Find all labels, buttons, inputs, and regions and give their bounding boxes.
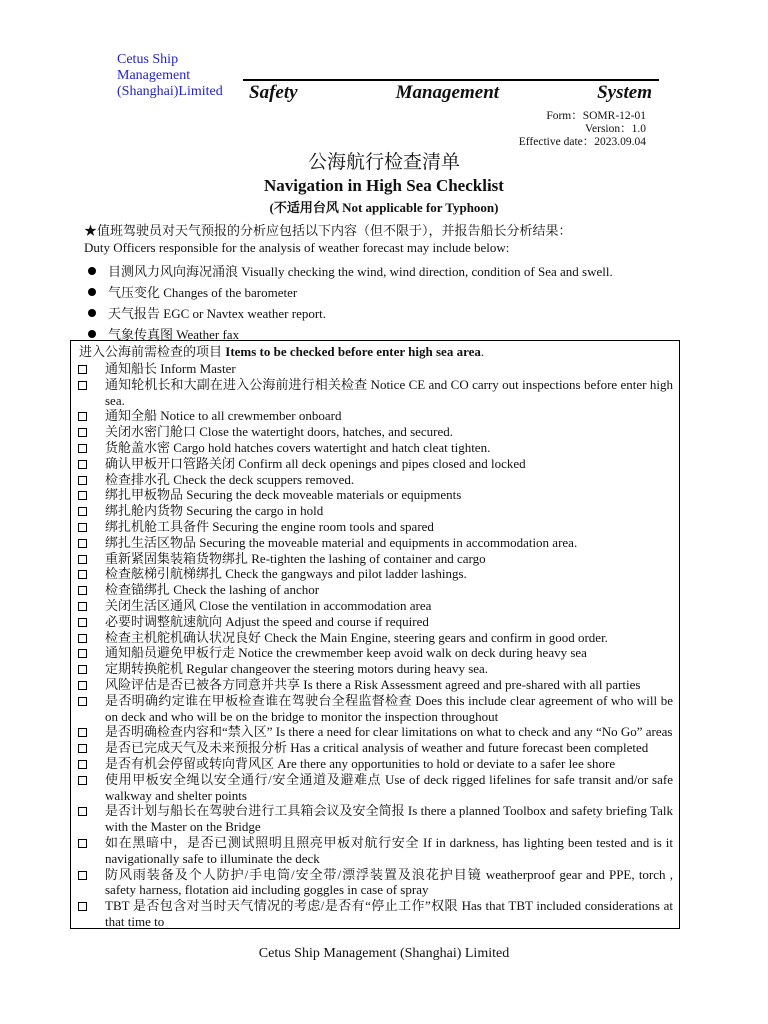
list-item	[84, 302, 613, 323]
checklist-item-text: 是否明确约定谁在甲板检查谁在驾驶台全程监督检查 Does this include clear agreement of who will be on deck and who will be on the bridge to monitor the inspection throughout	[105, 692, 673, 724]
checkbox[interactable]	[78, 634, 87, 643]
checklist-item-text: 重新紧固集装箱货物绑扎 Re-tighten the lashing of container and cargo	[105, 550, 486, 566]
checkbox[interactable]	[78, 902, 87, 911]
checklist-item	[77, 503, 673, 519]
checkbox[interactable]	[78, 539, 87, 548]
checklist-item	[77, 724, 673, 740]
checkbox[interactable]	[78, 523, 87, 532]
bullet-text: 气压变化 Changes of the barometer	[108, 285, 298, 300]
checklist-item	[77, 867, 673, 899]
title-chinese: 公海航行检查清单	[307, 152, 460, 173]
form-version: Version：1.0	[584, 123, 646, 135]
checklist-item-text: 检查排水孔 Check the deck scuppers removed.	[105, 471, 355, 487]
checklist-item	[77, 756, 673, 772]
checklist-item-text: 是否计划与船长在驾驶台进行工具箱会议及安全简报 Is there a planned Toolbox and safety briefing Talk with the Master on the Bridge	[105, 803, 673, 835]
checkbox[interactable]	[78, 507, 87, 516]
checklist-item-text: 货舱盖水密 Cargo hold hatches covers watertight and hatch cleat tighten.	[105, 439, 491, 455]
checklist-item	[77, 693, 673, 725]
checklist-item-text: 必要时调整航速航向 Adjust the speed and course if required	[105, 613, 429, 629]
checklist-item-text: 检查锚绑扎 Check the lashing of anchor	[105, 582, 320, 598]
checkbox[interactable]	[78, 618, 87, 627]
header-rule	[243, 79, 659, 81]
checklist-item-text: 关闭水密门舱口 Close the watertight doors, hatches, and secured.	[105, 424, 454, 440]
checkbox[interactable]	[78, 728, 87, 737]
checkbox[interactable]	[78, 839, 87, 848]
list-item	[84, 260, 613, 281]
checklist-item	[77, 740, 673, 756]
checklist-item	[77, 456, 673, 472]
checkbox[interactable]	[78, 381, 87, 390]
checklist-item	[77, 408, 673, 424]
list-item	[84, 281, 613, 302]
sms-word-system: System	[597, 82, 652, 103]
checklist-item	[77, 772, 673, 804]
checklist-item-text: 是否有机会停留或转向背风区 Are there any opportunities to hold or deviate to a safer lee shore	[105, 755, 616, 771]
checkbox[interactable]	[78, 760, 87, 769]
sms-word-safety: Safety	[249, 82, 298, 103]
checkbox[interactable]	[78, 697, 87, 706]
checklist-item-text: 通知全船 Notice to all crewmember onboard	[105, 408, 342, 424]
checklist-item-text: 通知轮机长和大副在进入公海前进行相关检查 Notice CE and CO carry out inspections before enter high sea.	[105, 376, 673, 408]
checkbox[interactable]	[78, 428, 87, 437]
bullet-text: 目测风力风向海况涌浪 Visually checking the wind, wind direction, condition of Sea and swell.	[108, 264, 613, 279]
checkbox[interactable]	[78, 476, 87, 485]
sms-word-management: Management	[395, 82, 500, 103]
checkbox[interactable]	[78, 602, 87, 611]
checklist-item-text: 关闭生活区通风 Close the ventilation in accommodation area	[105, 597, 432, 613]
form-effective-date: Effective date：2023.09.04	[518, 136, 646, 148]
checklist-item-text: 绑扎甲板物品 Securing the deck moveable materials or equipments	[105, 487, 462, 503]
checklist-item-text: 是否已完成天气及未来预报分析 Has a critical analysis of weather and future forecast been completed	[105, 740, 649, 756]
form-meta	[519, 110, 646, 149]
checkbox[interactable]	[78, 586, 87, 595]
checklist-item	[77, 661, 673, 677]
form-number: Form：SOMR-12-01	[546, 110, 646, 122]
checkbox[interactable]	[78, 776, 87, 785]
checklist-item-text: 定期转换舵机 Regular changeover the steering motors during heavy sea.	[105, 661, 489, 677]
intro-star-line: ★值班驾驶员对天气预报的分析应包括以下内容（但不限于），并报告船长分析结果：	[84, 223, 572, 238]
checklist-heading-end: .	[480, 344, 485, 359]
checklist-item-text: 如在黑暗中，是否已测试照明且照亮甲板对航行安全 If in darkness, has lighting been tested and is it navigationally safe to illuminate the deck	[105, 834, 673, 866]
checkbox[interactable]	[78, 649, 87, 658]
checklist-item	[77, 440, 673, 456]
checklist-item-text: 风险评估是否已被各方同意并共享 Is there a Risk Assessment agreed and pre-shared with all parties	[105, 676, 641, 692]
checklist-item	[77, 472, 673, 488]
checklist-item-text: 使用甲板安全绳以安全通行/安全通道及避难点 Use of deck rigged lifelines for safe transit and/or safe walkway and shelter points	[105, 771, 673, 803]
bullet-icon	[88, 309, 96, 317]
checklist-item	[77, 630, 673, 646]
checkbox[interactable]	[78, 665, 87, 674]
checklist-item-text: 检查舷梯引航梯绑扎 Check the gangways and pilot ladder lashings.	[105, 566, 467, 582]
checklist-item	[77, 551, 673, 567]
bullet-icon	[88, 267, 96, 275]
checklist-item	[77, 424, 673, 440]
checkbox[interactable]	[78, 444, 87, 453]
checkbox[interactable]	[78, 460, 87, 469]
checklist-item	[77, 645, 673, 661]
checklist-item	[77, 487, 673, 503]
checkbox[interactable]	[78, 412, 87, 421]
checkbox[interactable]	[78, 570, 87, 579]
management-system-title	[249, 82, 652, 104]
bullet-icon	[88, 288, 96, 296]
checkbox[interactable]	[78, 871, 87, 880]
checklist-item	[77, 803, 673, 835]
checklist-item-text: 绑扎机舱工具备件 Securing the engine room tools and spared	[105, 518, 434, 534]
weather-analysis-list	[84, 260, 613, 344]
checklist-heading-en: Items to be checked before enter high sea area	[225, 344, 481, 359]
checklist-item-text: 通知船员避免甲板行走 Notice the crewmember keep avoid walk on deck during heavy sea	[105, 645, 587, 661]
checklist-item-text: 绑扎生活区物品 Securing the moveable material and equipments in accommodation area.	[105, 534, 578, 550]
checklist-item	[77, 677, 673, 693]
bullet-text: 气象传真图 Weather fax	[108, 327, 240, 342]
checklist-item	[77, 519, 673, 535]
checklist-item	[77, 582, 673, 598]
checklist-item	[77, 614, 673, 630]
checklist-item-text: 绑扎舱内货物 Securing the cargo in hold	[105, 503, 324, 519]
checklist-item-text: 检查主机舵机确认状况良好 Check the Main Engine, steering gears and confirm in good order.	[105, 629, 608, 645]
title-subtitle: (不适用台风 Not applicable for Typhoon)	[269, 200, 499, 215]
checklist-item	[77, 361, 673, 377]
checkbox[interactable]	[78, 681, 87, 690]
bullet-text: 天气报告 EGC or Navtex weather report.	[108, 306, 327, 321]
checklist-item	[77, 898, 673, 929]
checklist-item-text: 防风雨装备及个人防护/手电筒/安全带/漂浮装置及浪花护目镜 weatherproof gear and PPE, torch , safety harness, flotation aid including goggles in case of spray	[105, 866, 673, 898]
checklist-item-text: TBT 是否包含对当时天气情况的考虑/是否有“停止工作”权限 Has that TBT included considerations at that time to	[105, 898, 673, 929]
checklist-item-text: 通知船长 Inform Master	[105, 361, 236, 376]
checklist-item	[77, 377, 673, 409]
company-name: Cetus Ship Management (Shanghai)Limited	[117, 52, 223, 99]
document-titles	[0, 152, 768, 217]
checkbox[interactable]	[78, 807, 87, 816]
checklist-item	[77, 835, 673, 867]
checklist-heading-cn: 进入公海前需检查的项目	[79, 344, 226, 359]
checkbox[interactable]	[78, 491, 87, 500]
checklist-item	[77, 566, 673, 582]
checklist-items	[77, 361, 673, 929]
checklist-box	[70, 340, 680, 929]
title-english: Navigation in High Sea Checklist	[264, 176, 504, 195]
footer-company: Cetus Ship Management (Shanghai) Limited	[258, 946, 510, 961]
intro-duty-line: Duty Officers responsible for the analysis of weather forecast may include below:	[84, 240, 510, 255]
bullet-icon	[88, 330, 96, 338]
checklist-item-text: 确认甲板开口管路关闭 Confirm all deck openings and pipes closed and locked	[105, 455, 526, 471]
checklist-item-text: 是否明确检查内容和“禁入区” Is there a need for clear limitations on what to check and any “No Go” areas	[105, 724, 673, 740]
checklist-heading	[77, 343, 673, 361]
checkbox[interactable]	[78, 365, 87, 374]
checklist-item	[77, 598, 673, 614]
checklist-item	[77, 535, 673, 551]
checkbox[interactable]	[78, 555, 87, 564]
checkbox[interactable]	[78, 744, 87, 753]
